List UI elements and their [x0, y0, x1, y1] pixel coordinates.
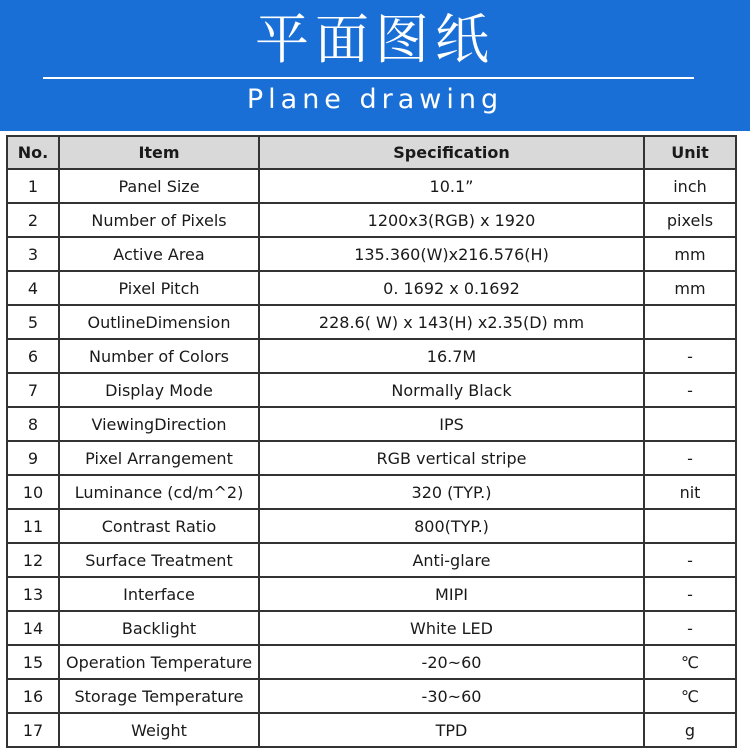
header-no: No.: [7, 136, 59, 169]
table-row: [7, 713, 736, 747]
banner-subtitle: Plane drawing: [246, 84, 504, 115]
specification-cell: White LED: [259, 611, 644, 645]
row-number-cell: 16: [7, 679, 59, 713]
specification-cell: RGB vertical stripe: [259, 441, 644, 475]
banner-title: 平面图纸: [255, 8, 495, 71]
table-row: [7, 237, 736, 271]
item-cell: Luminance (cd/m^2): [59, 475, 259, 509]
table-row: [7, 509, 736, 543]
row-number-cell: 5: [7, 305, 59, 339]
item-cell: Operation Temperature: [59, 645, 259, 679]
row-number-cell: 17: [7, 713, 59, 747]
unit-cell: [644, 509, 736, 543]
row-number-cell: 10: [7, 475, 59, 509]
specification-cell: 135.360(W)x216.576(H): [259, 237, 644, 271]
item-cell: Weight: [59, 713, 259, 747]
specification-cell: 16.7M: [259, 339, 644, 373]
row-number-cell: 1: [7, 169, 59, 203]
unit-cell: -: [644, 543, 736, 577]
item-cell: Number of Colors: [59, 339, 259, 373]
item-cell: ViewingDirection: [59, 407, 259, 441]
unit-cell: -: [644, 441, 736, 475]
table-header-row: [7, 136, 736, 169]
header-unit: Unit: [644, 136, 736, 169]
table-row: [7, 169, 736, 203]
unit-cell: ℃: [644, 679, 736, 713]
row-number-cell: 9: [7, 441, 59, 475]
unit-cell: ℃: [644, 645, 736, 679]
row-number-cell: 2: [7, 203, 59, 237]
table-row: [7, 203, 736, 237]
row-number-cell: 13: [7, 577, 59, 611]
specification-cell: 800(TYP.): [259, 509, 644, 543]
row-number-cell: 8: [7, 407, 59, 441]
item-cell: Display Mode: [59, 373, 259, 407]
specification-cell: 320 (TYP.): [259, 475, 644, 509]
specification-cell: Anti-glare: [259, 543, 644, 577]
unit-cell: -: [644, 373, 736, 407]
unit-cell: mm: [644, 271, 736, 305]
table-row: [7, 407, 736, 441]
item-cell: Surface Treatment: [59, 543, 259, 577]
item-cell: Storage Temperature: [59, 679, 259, 713]
item-cell: Panel Size: [59, 169, 259, 203]
header-specification: Specification: [259, 136, 644, 169]
item-cell: Interface: [59, 577, 259, 611]
specification-cell: TPD: [259, 713, 644, 747]
unit-cell: -: [644, 339, 736, 373]
unit-cell: g: [644, 713, 736, 747]
row-number-cell: 14: [7, 611, 59, 645]
table-row: [7, 373, 736, 407]
specification-cell: -20~60: [259, 645, 644, 679]
item-cell: Pixel Pitch: [59, 271, 259, 305]
item-cell: Pixel Arrangement: [59, 441, 259, 475]
unit-cell: -: [644, 577, 736, 611]
item-cell: Contrast Ratio: [59, 509, 259, 543]
row-number-cell: 11: [7, 509, 59, 543]
table-row: [7, 645, 736, 679]
specification-cell: Normally Black: [259, 373, 644, 407]
unit-cell: pixels: [644, 203, 736, 237]
table-row: [7, 271, 736, 305]
unit-cell: nit: [644, 475, 736, 509]
table-row: [7, 441, 736, 475]
specification-cell: 1200x3(RGB) x 1920: [259, 203, 644, 237]
row-number-cell: 6: [7, 339, 59, 373]
unit-cell: mm: [644, 237, 736, 271]
table-row: [7, 305, 736, 339]
table-row: [7, 475, 736, 509]
row-number-cell: 4: [7, 271, 59, 305]
specification-table: [6, 135, 737, 748]
table-row: [7, 339, 736, 373]
table-row: [7, 577, 736, 611]
header-banner: [0, 0, 750, 131]
row-number-cell: 7: [7, 373, 59, 407]
specification-cell: 10.1”: [259, 169, 644, 203]
specification-cell: 0. 1692 x 0.1692: [259, 271, 644, 305]
row-number-cell: 3: [7, 237, 59, 271]
header-item: Item: [59, 136, 259, 169]
specification-cell: -30~60: [259, 679, 644, 713]
specification-cell: MIPI: [259, 577, 644, 611]
unit-cell: [644, 305, 736, 339]
table-body: [7, 169, 736, 747]
table-row: [7, 543, 736, 577]
specification-cell: 228.6( W) x 143(H) x2.35(D) mm: [259, 305, 644, 339]
item-cell: Backlight: [59, 611, 259, 645]
row-number-cell: 12: [7, 543, 59, 577]
banner-divider: [43, 77, 694, 79]
unit-cell: -: [644, 611, 736, 645]
item-cell: Active Area: [59, 237, 259, 271]
unit-cell: [644, 407, 736, 441]
item-cell: OutlineDimension: [59, 305, 259, 339]
row-number-cell: 15: [7, 645, 59, 679]
item-cell: Number of Pixels: [59, 203, 259, 237]
specification-cell: IPS: [259, 407, 644, 441]
unit-cell: inch: [644, 169, 736, 203]
table-row: [7, 679, 736, 713]
table-row: [7, 611, 736, 645]
